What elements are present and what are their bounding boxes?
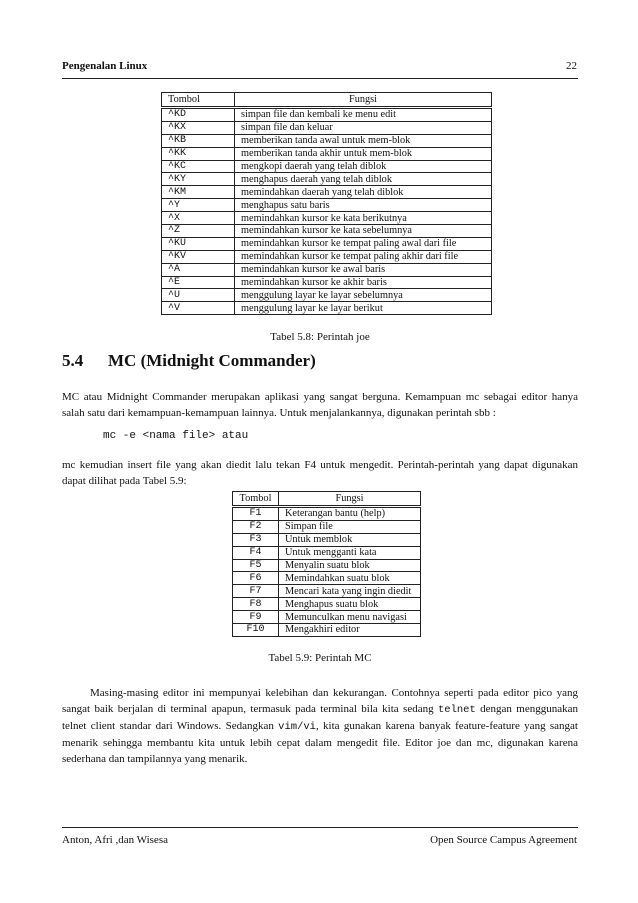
key-cell: ^KD — [162, 108, 235, 122]
function-cell: simpan file dan kembali ke menu edit — [235, 108, 492, 122]
function-cell: memberikan tanda awal untuk mem-blok — [235, 134, 492, 147]
function-cell: Untuk mengganti kata — [279, 546, 421, 559]
table-row — [162, 134, 492, 147]
key-cell: F10 — [233, 624, 279, 637]
function-cell: mengkopi daerah yang telah diblok — [235, 160, 492, 173]
header-rule — [62, 78, 578, 79]
table-row — [162, 237, 492, 250]
table-row — [162, 276, 492, 289]
table-joe-caption: Tabel 5.8: Perintah joe — [270, 331, 370, 343]
key-cell: ^KU — [162, 237, 235, 250]
function-cell: Keterangan bantu (help) — [279, 507, 421, 521]
table-row — [162, 147, 492, 160]
table-joe-commands — [161, 92, 492, 315]
table-row — [233, 598, 421, 611]
key-cell: ^X — [162, 212, 235, 225]
key-cell: ^E — [162, 276, 235, 289]
function-cell: menggulung layar ke layar berikut — [235, 302, 492, 315]
key-cell: F2 — [233, 520, 279, 533]
function-cell: memindahkan kursor ke tempat paling awal dari file — [235, 237, 492, 250]
table-row — [162, 173, 492, 186]
table-row — [162, 121, 492, 134]
table-mc-commands — [232, 491, 421, 637]
table-row — [162, 199, 492, 212]
table-row — [162, 289, 492, 302]
column-header-tombol: Tombol — [162, 93, 235, 108]
function-cell: menghapus satu baris — [235, 199, 492, 212]
function-cell: Mengakhiri editor — [279, 624, 421, 637]
table-row — [233, 585, 421, 598]
key-cell: ^A — [162, 263, 235, 276]
table-row — [233, 572, 421, 585]
function-cell: memindahkan kursor ke awal baris — [235, 263, 492, 276]
function-cell: Memindahkan suatu blok — [279, 572, 421, 585]
table-row — [162, 302, 492, 315]
function-cell: Simpan file — [279, 520, 421, 533]
table-row — [233, 520, 421, 533]
paragraph-text-part2: dengan menggunakan telnet client standar dari Windows. Sedangkan — [62, 703, 578, 732]
column-header-fungsi: Fungsi — [279, 492, 421, 507]
function-cell: simpan file dan keluar — [235, 121, 492, 134]
function-cell: memindahkan kursor ke tempat paling akhir dari file — [235, 250, 492, 263]
function-cell: memindahkan kursor ke kata berikutnya — [235, 212, 492, 225]
key-cell: ^U — [162, 289, 235, 302]
key-cell: ^Z — [162, 225, 235, 238]
column-header-tombol: Tombol — [233, 492, 279, 507]
paragraph-mc-usage: mc kemudian insert file yang akan diedit lalu tekan F4 untuk mengedit. Perintah-perintah yang dapat digunakan dapat dilihat pada Tabel 5.9: — [62, 459, 578, 487]
function-cell: memindahkan kursor ke kata sebelumnya — [235, 225, 492, 238]
section-heading — [62, 351, 316, 371]
key-cell: ^V — [162, 302, 235, 315]
key-cell: ^KK — [162, 147, 235, 160]
paragraph-editor-comparison — [62, 685, 578, 767]
inline-code-telnet: telnet — [437, 704, 476, 716]
key-cell: F8 — [233, 598, 279, 611]
function-cell: memberikan tanda akhir untuk mem-blok — [235, 147, 492, 160]
table-row — [162, 212, 492, 225]
table-header-row — [233, 492, 421, 507]
table-row — [233, 611, 421, 624]
key-cell: ^KY — [162, 173, 235, 186]
function-cell: Menghapus suatu blok — [279, 598, 421, 611]
footer-authors: Anton, Afri ,dan Wisesa — [62, 834, 168, 846]
key-cell: ^KB — [162, 134, 235, 147]
function-cell: Memunculkan menu navigasi — [279, 611, 421, 624]
function-cell: Mencari kata yang ingin diedit — [279, 585, 421, 598]
key-cell: F1 — [233, 507, 279, 521]
key-cell: F4 — [233, 546, 279, 559]
key-cell: ^KX — [162, 121, 235, 134]
table-row — [233, 533, 421, 546]
section-number: 5.4 — [62, 351, 84, 370]
table-header-row — [162, 93, 492, 108]
page-header — [62, 60, 577, 76]
paragraph-intro: MC atau Midnight Commander merupakan aplikasi yang sangat berguna. Kemampuan mc sebagai editor hanya salah satu dari kemampuan-kemampuan lainnya. Untuk menjalankannya, digunakan perintah sbb : — [62, 391, 578, 419]
function-cell: Untuk memblok — [279, 533, 421, 546]
table-mc-caption: Tabel 5.9: Perintah MC — [268, 652, 372, 664]
key-cell: ^KC — [162, 160, 235, 173]
header-title: Pengenalan Linux — [62, 60, 148, 72]
function-cell: menghapus daerah yang telah diblok — [235, 173, 492, 186]
key-cell: F5 — [233, 559, 279, 572]
function-cell: Menyalin suatu blok — [279, 559, 421, 572]
inline-code-vim-vi: vim/vi — [278, 721, 316, 733]
key-cell: F6 — [233, 572, 279, 585]
page-number: 22 — [566, 60, 577, 72]
key-cell: F3 — [233, 533, 279, 546]
table-row — [162, 250, 492, 263]
table-row — [162, 225, 492, 238]
function-cell: menggulung layar ke layar sebelumnya — [235, 289, 492, 302]
key-cell: ^KV — [162, 250, 235, 263]
key-cell: ^Y — [162, 199, 235, 212]
footer-agreement: Open Source Campus Agreement — [430, 834, 577, 846]
table-row — [233, 546, 421, 559]
code-command: mc -e <nama file> atau — [103, 430, 249, 442]
footer-rule — [62, 827, 578, 828]
table-row — [162, 108, 492, 122]
function-cell: memindahkan kursor ke akhir baris — [235, 276, 492, 289]
section-title: MC (Midnight Commander) — [108, 351, 316, 370]
table-row — [233, 507, 421, 521]
table-row — [162, 186, 492, 199]
paragraph-text-part1: Masing-masing editor ini mempunyai kelebihan dan kekurangan. Contohnya seperti pada editor pico yang sangat baik berjalan di terminal apapun, termasuk pada terminal bila kita sedang — [62, 687, 578, 715]
function-cell: memindahkan daerah yang telah diblok — [235, 186, 492, 199]
column-header-fungsi: Fungsi — [235, 93, 492, 108]
table-row — [233, 624, 421, 637]
paragraph-text-part3: , kita gunakan karena banyak feature-feature yang sangat menarik sehingga membantu kita untuk lebih cepat dalam mengedit file. Editor joe dan mc, digunakan karena sederhana dan tampilannya yang menarik. — [62, 720, 578, 765]
table-row — [162, 263, 492, 276]
key-cell: ^KM — [162, 186, 235, 199]
table-row — [162, 160, 492, 173]
table-row — [233, 559, 421, 572]
key-cell: F9 — [233, 611, 279, 624]
key-cell: F7 — [233, 585, 279, 598]
